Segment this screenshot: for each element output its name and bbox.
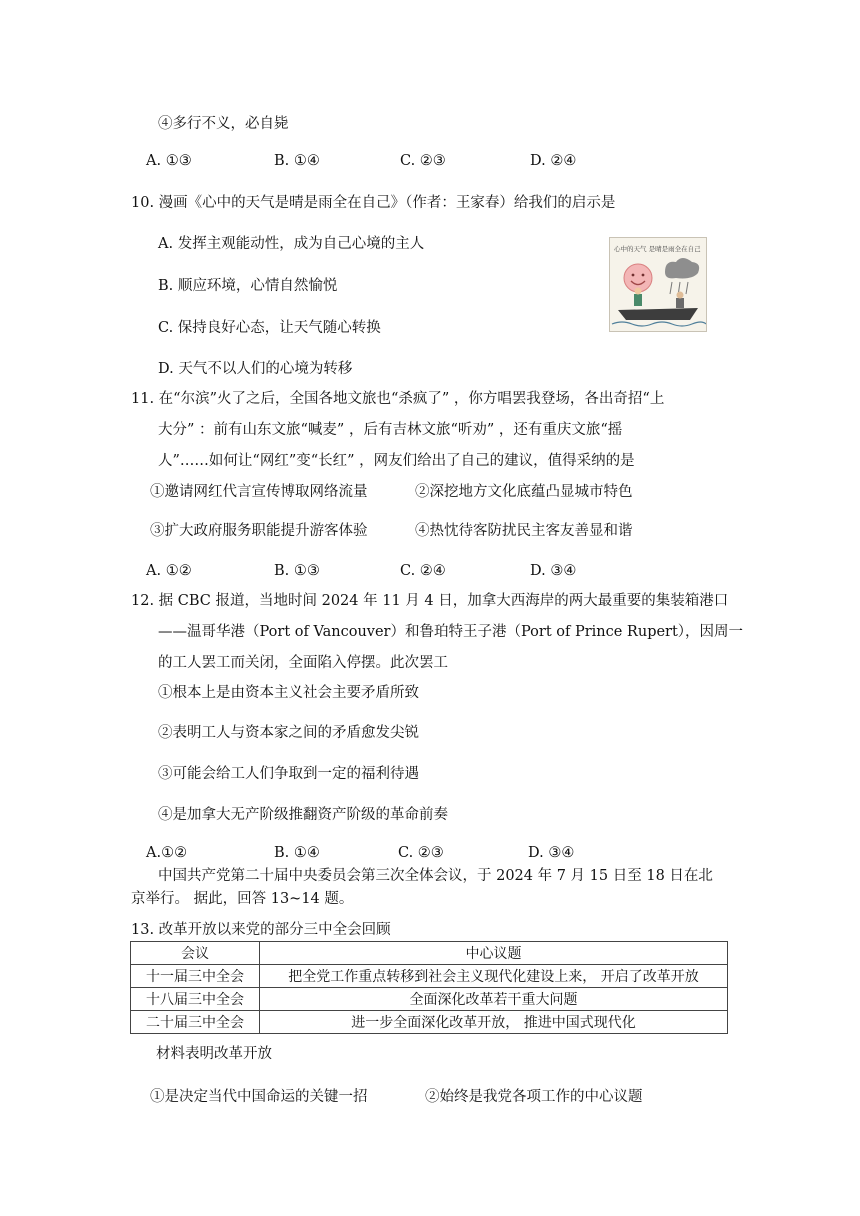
table-row [131, 988, 728, 1011]
q11-item-3: ③扩大政府服务职能提升游客体验 [150, 523, 368, 539]
q12-item-2: ②表明工人与资本家之间的矛盾愈发尖锐 [158, 725, 419, 741]
table-header-topic: 中心议题 [260, 942, 728, 965]
q10-option-c: C. 保持良好心态，让天气随心转换 [158, 320, 381, 336]
q11-stem-line-3: 人”……如何让“网红”变“长红” ，网友们给出了自己的建议，值得采纳的是 [158, 453, 635, 469]
comic-drawing [610, 238, 706, 331]
q12-stem-line-3: 的工人罢工而关闭，全面陷入停摆。此次罢工 [158, 655, 448, 671]
q9-option-a: A. ①③ [146, 153, 192, 169]
q11-stem-line-1: 11. 在“尔滨”火了之后，全国各地文旅也“杀疯了” ，你方唱罢我登场，各出奇招“上 [131, 391, 665, 407]
q10-option-d: D. 天气不以人们的心境为转移 [158, 361, 353, 377]
q10-stem: 10. 漫画《心中的天气是晴是雨全在自己》（作者：王家春）给我们的启示是 [131, 195, 616, 211]
table-row [131, 965, 728, 988]
q11-item-2: ②深挖地方文化底蕴凸显城市特色 [415, 484, 633, 500]
q13-stem: 13. 改革开放以来党的部分三中全会回顾 [131, 922, 391, 938]
q12-item-1: ①根本上是由资本主义社会主要矛盾所致 [158, 685, 419, 701]
q13-item-2: ②始终是我党各项工作的中心议题 [425, 1089, 643, 1105]
q12-item-3: ③可能会给工人们争取到一定的福利待遇 [158, 766, 419, 782]
comic-caption: 心中的天气 是晴是雨全在自己 [614, 245, 701, 253]
q11-item-4: ④热忱待客防扰民主客友善显和谐 [415, 523, 633, 539]
q12-option-a: A.①② [146, 845, 188, 861]
q12-item-4: ④是加拿大无产阶级推翻资产阶级的革命前奏 [158, 807, 448, 823]
q12-option-b: B. ①④ [274, 845, 320, 861]
q13-item-1: ①是决定当代中国命运的关键一招 [150, 1089, 368, 1105]
q12-option-d: D. ③④ [528, 845, 575, 861]
q13-prompt: 材料表明改革开放 [156, 1046, 272, 1062]
q12-stem-line-2: ——温哥华港（Port of Vancouver）和鲁珀特王子港（Port of Prince Rupert），因周一 [158, 624, 744, 640]
table-cell-topic: 全面深化改革若干重大问题 [260, 988, 728, 1011]
q11-option-d: D. ③④ [530, 563, 577, 579]
table-cell-topic: 把全党工作重点转移到社会主义现代化建设上来， 开启了改革开放 [260, 965, 728, 988]
review-table [130, 941, 728, 1034]
q11-option-a: A. ①② [146, 563, 192, 579]
table-cell-topic: 进一步全面深化改革开放， 推进中国式现代化 [260, 1011, 728, 1034]
intro-line-2: 京举行。 据此，回答 13~14 题。 [131, 891, 354, 907]
table-row [131, 1011, 728, 1034]
table-cell-meeting: 二十届三中全会 [131, 1011, 260, 1034]
q12-option-c: C. ②③ [398, 845, 444, 861]
q9-option-b: B. ①④ [274, 153, 320, 169]
q10-option-b: B. 顺应环境，心情自然愉悦 [158, 278, 338, 294]
comic-illustration [609, 237, 707, 332]
intro-line-1: 中国共产党第二十届中央委员会第三次全体会议，于 2024 年 7 月 15 日至 18 日在北 [158, 868, 713, 884]
table-cell-meeting: 十八届三中全会 [131, 988, 260, 1011]
q12-stem-line-1: 12. 据 CBC 报道，当地时间 2024 年 11 月 4 日，加拿大西海岸的两大最重要的集装箱港口 [131, 593, 729, 609]
q10-option-a: A. 发挥主观能动性，成为自己心境的主人 [158, 236, 425, 252]
q9-item-4: ④多行不义，必自毙 [158, 116, 289, 132]
q11-stem-line-2: 大分” ：前有山东文旅“喊麦” ，后有吉林文旅“听劝” ，还有重庆文旅“摇 [158, 422, 623, 438]
q9-option-c: C. ②③ [400, 153, 446, 169]
table-cell-meeting: 十一届三中全会 [131, 965, 260, 988]
q9-option-d: D. ②④ [530, 153, 577, 169]
table-header-meeting: 会议 [131, 942, 260, 965]
q11-option-c: C. ②④ [400, 563, 446, 579]
q11-item-1: ①邀请网红代言宣传博取网络流量 [150, 484, 368, 500]
table-header-row [131, 942, 728, 965]
q11-option-b: B. ①③ [274, 563, 320, 579]
